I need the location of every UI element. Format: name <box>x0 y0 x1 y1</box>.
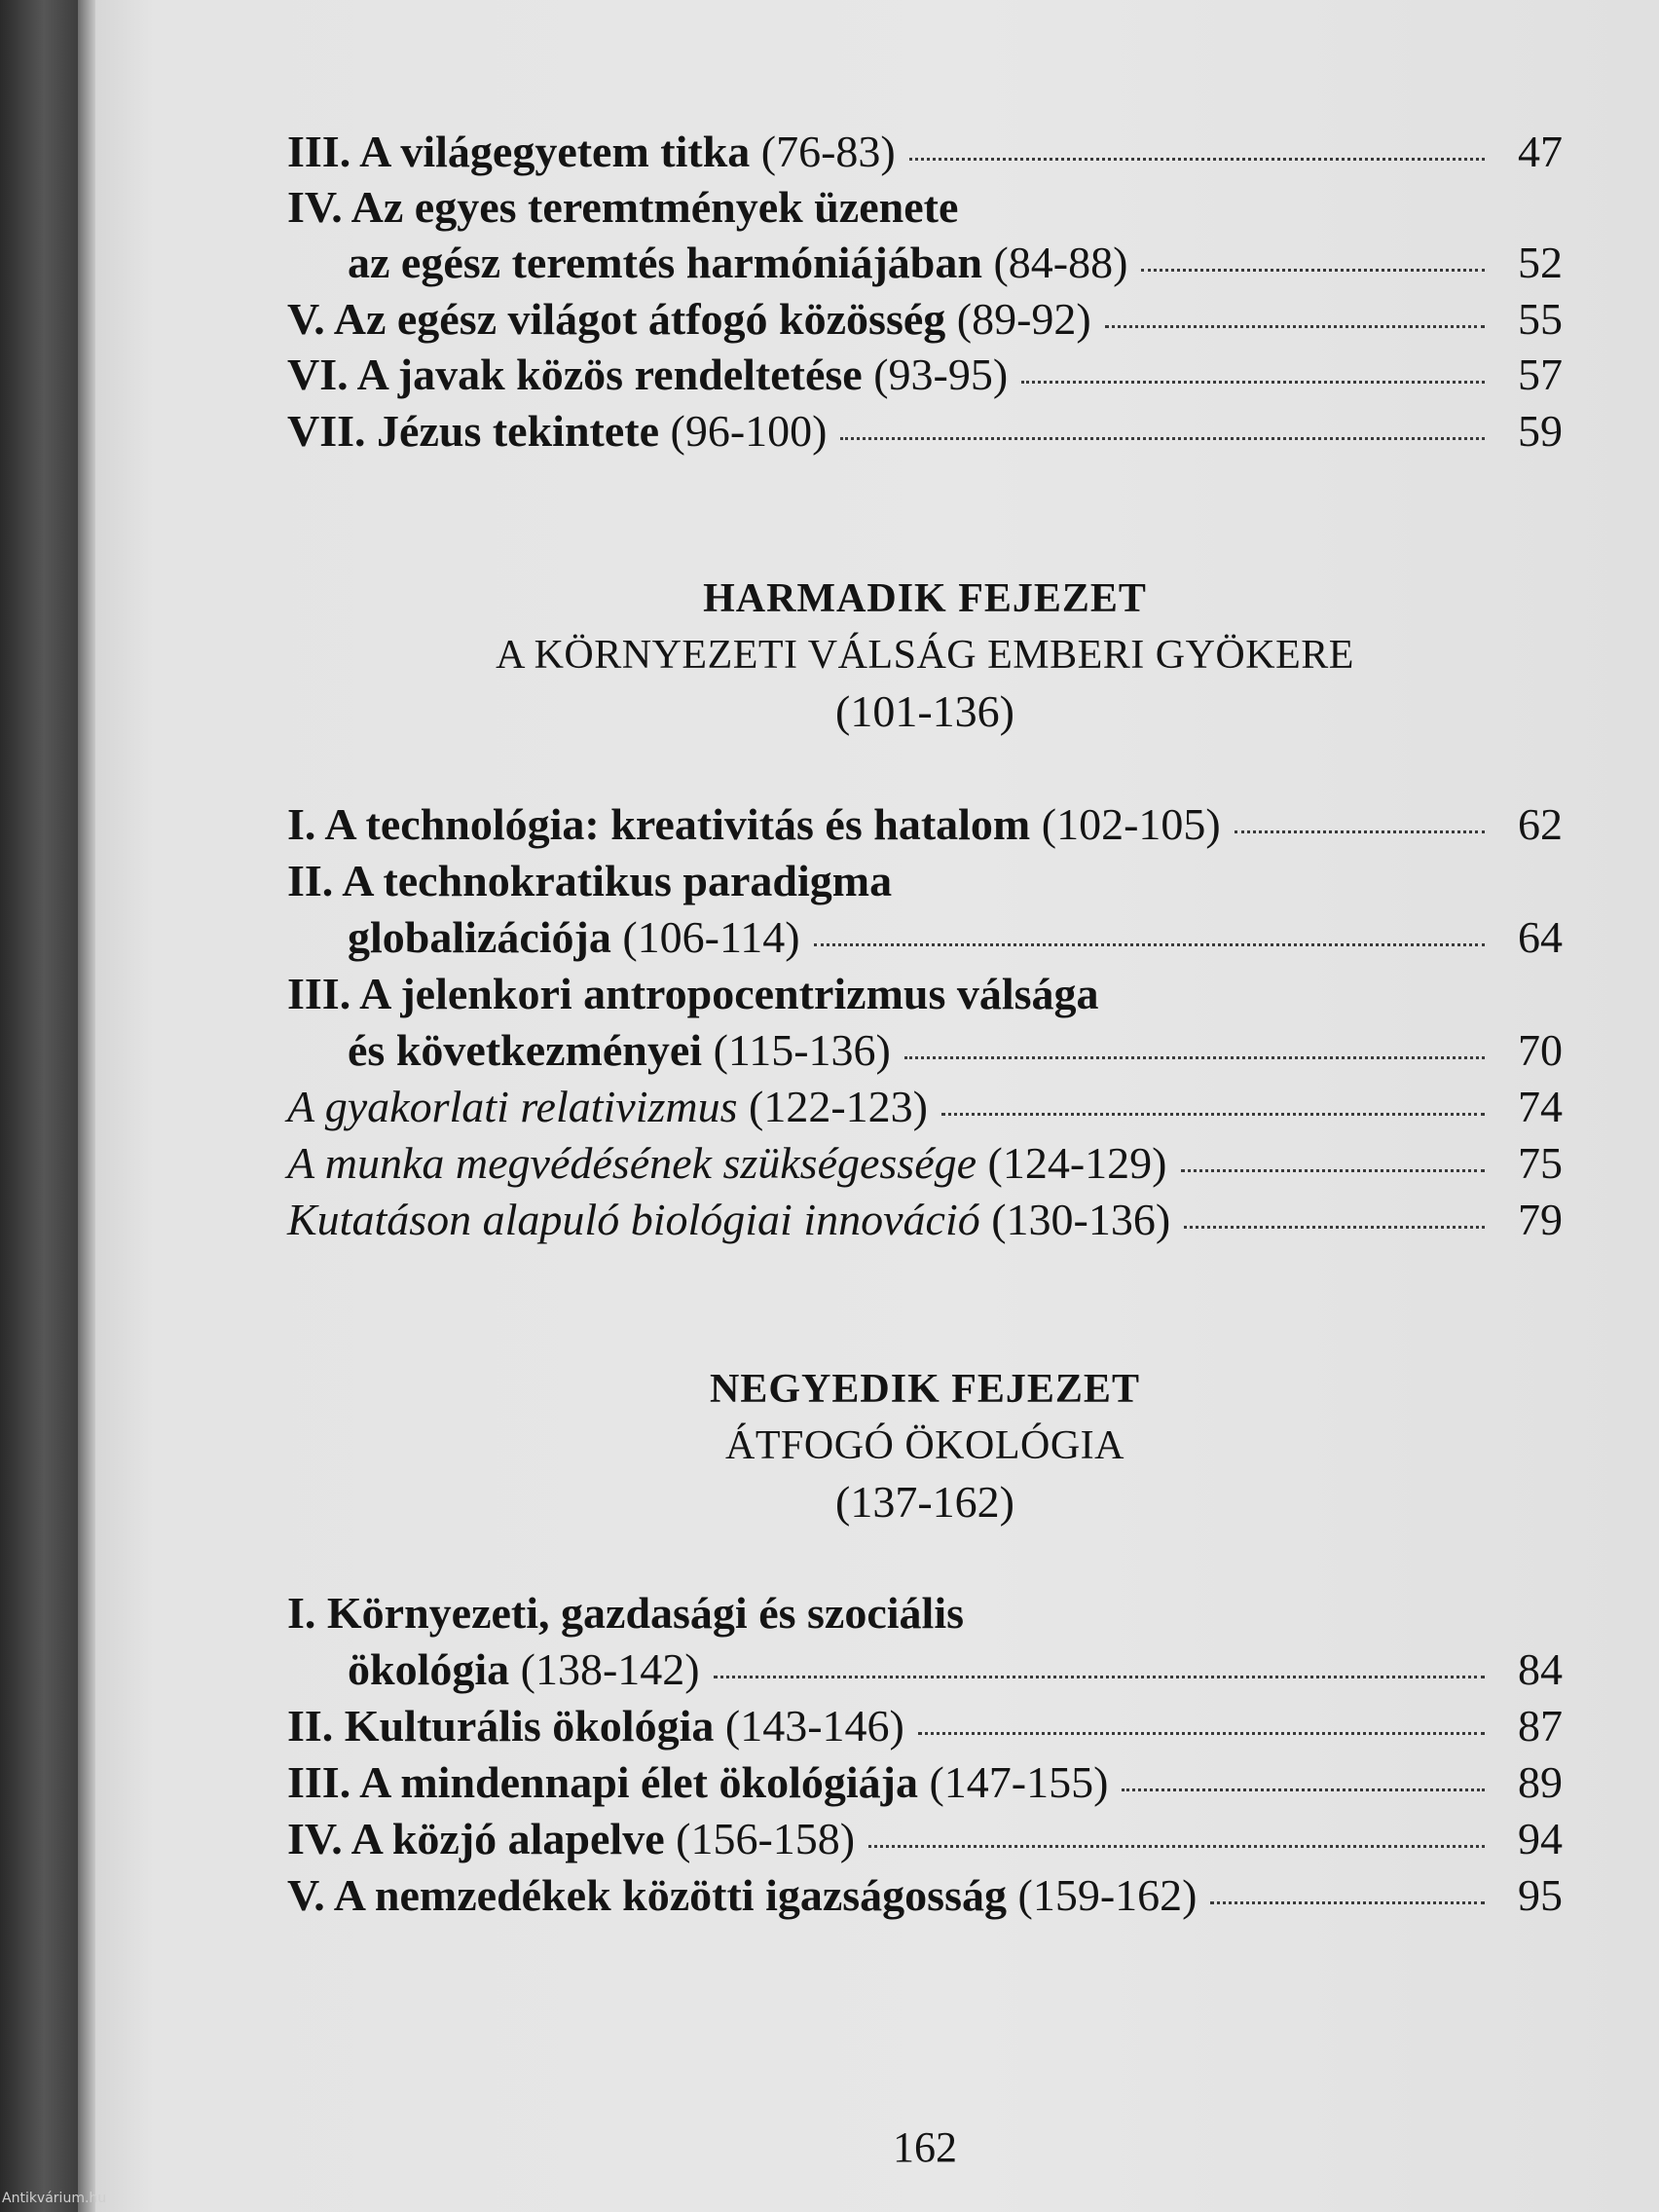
toc-entry[interactable] <box>287 1192 1563 1248</box>
toc-entry-title: az egész teremtés harmóniájában <box>348 238 982 287</box>
toc-entry[interactable] <box>287 1585 1563 1641</box>
leader-dots <box>1181 1169 1485 1172</box>
toc-entry-page: 74 <box>1518 1082 1563 1131</box>
toc-entry-page: 59 <box>1518 406 1563 456</box>
chapter-title: A KÖRNYEZETI VÁLSÁG EMBERI GYÖKERE <box>496 633 1354 678</box>
leader-dots <box>1235 830 1485 833</box>
toc-entry-title: II. A technokratikus paradigma <box>287 856 893 905</box>
page-number: 162 <box>893 2123 957 2171</box>
leader-dots <box>909 158 1485 161</box>
toc-entry-title: ökológia <box>348 1644 510 1694</box>
toc-entry[interactable] <box>287 347 1563 403</box>
toc-entry-title: III. A jelenkori antropocentrizmus válsága <box>287 969 1099 1018</box>
leader-dots <box>868 1845 1485 1848</box>
toc-entry-title: IV. A közjó alapelve <box>287 1814 665 1863</box>
toc-entry-range: (156-158) <box>676 1814 856 1863</box>
toc-entry-range: (130-136) <box>991 1195 1171 1244</box>
leader-dots <box>941 1113 1485 1116</box>
toc-entry-title: III. A világegyetem titka <box>287 127 751 176</box>
toc-entry-title: A munka megvédésének szükségessége <box>287 1138 977 1188</box>
book-binding <box>0 0 78 2212</box>
toc-entry[interactable] <box>287 403 1563 460</box>
toc-entry-page: 47 <box>1518 127 1563 176</box>
toc-entry-title: III. A mindennapi élet ökológiája <box>287 1757 918 1807</box>
toc-entry[interactable] <box>287 291 1563 348</box>
leader-dots <box>918 1732 1485 1735</box>
toc-entry[interactable] <box>287 124 1563 180</box>
toc-entry[interactable] <box>287 235 1563 291</box>
toc-entry-page: 79 <box>1518 1195 1563 1244</box>
leader-dots <box>1122 1788 1485 1791</box>
toc-entry[interactable] <box>287 796 1563 853</box>
toc-entry-title: globalizációja <box>348 912 611 962</box>
toc-entry-range: (124-129) <box>987 1138 1167 1188</box>
leader-dots <box>1141 269 1485 272</box>
toc-entry-page: 94 <box>1518 1814 1563 1863</box>
toc-entry[interactable] <box>287 1698 1563 1754</box>
toc-entry[interactable] <box>287 1867 1563 1924</box>
toc-entry-title: V. A nemzedékek közötti igazságosság <box>287 1870 1007 1920</box>
toc-entry-range: (89-92) <box>956 294 1091 344</box>
toc-entry-range: (143-146) <box>724 1701 904 1751</box>
toc-entry-page: 70 <box>1518 1025 1563 1075</box>
toc-entry-range: (102-105) <box>1041 799 1221 849</box>
toc-entry-range: (138-142) <box>520 1644 700 1694</box>
toc-entry-title: VII. Jézus tekintete <box>287 406 659 456</box>
leader-dots <box>1105 325 1485 328</box>
leader-dots <box>840 437 1485 440</box>
toc-entry-range: (115-136) <box>713 1025 891 1075</box>
toc-entry[interactable] <box>287 1754 1563 1811</box>
leader-dots <box>1021 381 1485 384</box>
toc-entry-title: I. Környezeti, gazdasági és szociális <box>287 1588 965 1638</box>
toc-entry[interactable] <box>287 1079 1563 1135</box>
toc-entry-range: (159-162) <box>1017 1870 1198 1920</box>
toc-entry-range: (76-83) <box>760 127 896 176</box>
toc-entry-range: (147-155) <box>929 1757 1109 1807</box>
chapter-heading <box>287 571 1563 740</box>
toc-entry-page: 64 <box>1518 912 1563 962</box>
chapter-title: ÁTFOGÓ ÖKOLÓGIA <box>725 1423 1124 1468</box>
toc-entry-range: (106-114) <box>622 912 800 962</box>
toc-entry-page: 62 <box>1518 799 1563 849</box>
leader-dots <box>714 1676 1485 1678</box>
toc-entry-title: IV. Az egyes teremtmények üzenete <box>287 182 959 232</box>
chapter-label: HARMADIK FEJEZET <box>703 576 1147 621</box>
toc-entry-page: 52 <box>1518 238 1563 287</box>
toc-entry-page: 89 <box>1518 1757 1563 1807</box>
toc-entry-title: V. Az egész világot átfogó közösség <box>287 294 946 344</box>
toc-entry-title: és következményei <box>348 1025 703 1075</box>
toc-entry-title: A gyakorlati relativizmus <box>287 1082 738 1131</box>
toc-entry-title: VI. A javak közös rendeltetése <box>287 350 863 399</box>
toc-entry-title: I. A technológia: kreativitás és hatalom <box>287 799 1031 849</box>
toc-entry-page: 55 <box>1518 294 1563 344</box>
leader-dots <box>904 1056 1485 1059</box>
chapter-range: (137-162) <box>835 1477 1014 1527</box>
toc-entry[interactable] <box>287 1641 1563 1698</box>
toc-entry[interactable] <box>287 1022 1563 1079</box>
toc-entry-range: (93-95) <box>873 350 1009 399</box>
watermark: Antikvárium.hu <box>2 2191 107 2206</box>
chapter-label: NEGYEDIK FEJEZET <box>710 1367 1140 1412</box>
toc-entry[interactable] <box>287 909 1563 966</box>
toc-entry[interactable] <box>287 853 1563 909</box>
chapter-range: (101-136) <box>835 686 1014 736</box>
toc-entry-range: (84-88) <box>993 238 1128 287</box>
chapter-heading <box>287 1361 1563 1530</box>
leader-dots <box>1184 1226 1485 1229</box>
leader-dots <box>1210 1901 1485 1904</box>
toc-entry-page: 84 <box>1518 1644 1563 1694</box>
toc-entry-title: II. Kulturális ökológia <box>287 1701 715 1751</box>
toc-entry-title: Kutatáson alapuló biológiai innováció <box>287 1195 980 1244</box>
toc-entry-page: 95 <box>1518 1870 1563 1920</box>
leader-dots <box>814 943 1485 946</box>
toc-entry[interactable] <box>287 966 1563 1022</box>
page-gutter <box>78 0 95 2212</box>
toc-entry-page: 75 <box>1518 1138 1563 1188</box>
toc-entry[interactable] <box>287 1135 1563 1192</box>
toc-entry-range: (96-100) <box>670 406 828 456</box>
toc-entry[interactable] <box>287 1811 1563 1867</box>
toc-entry-page: 87 <box>1518 1701 1563 1751</box>
toc-entry-range: (122-123) <box>749 1082 928 1131</box>
toc-entry[interactable] <box>287 179 1563 236</box>
toc-entry-page: 57 <box>1518 350 1563 399</box>
